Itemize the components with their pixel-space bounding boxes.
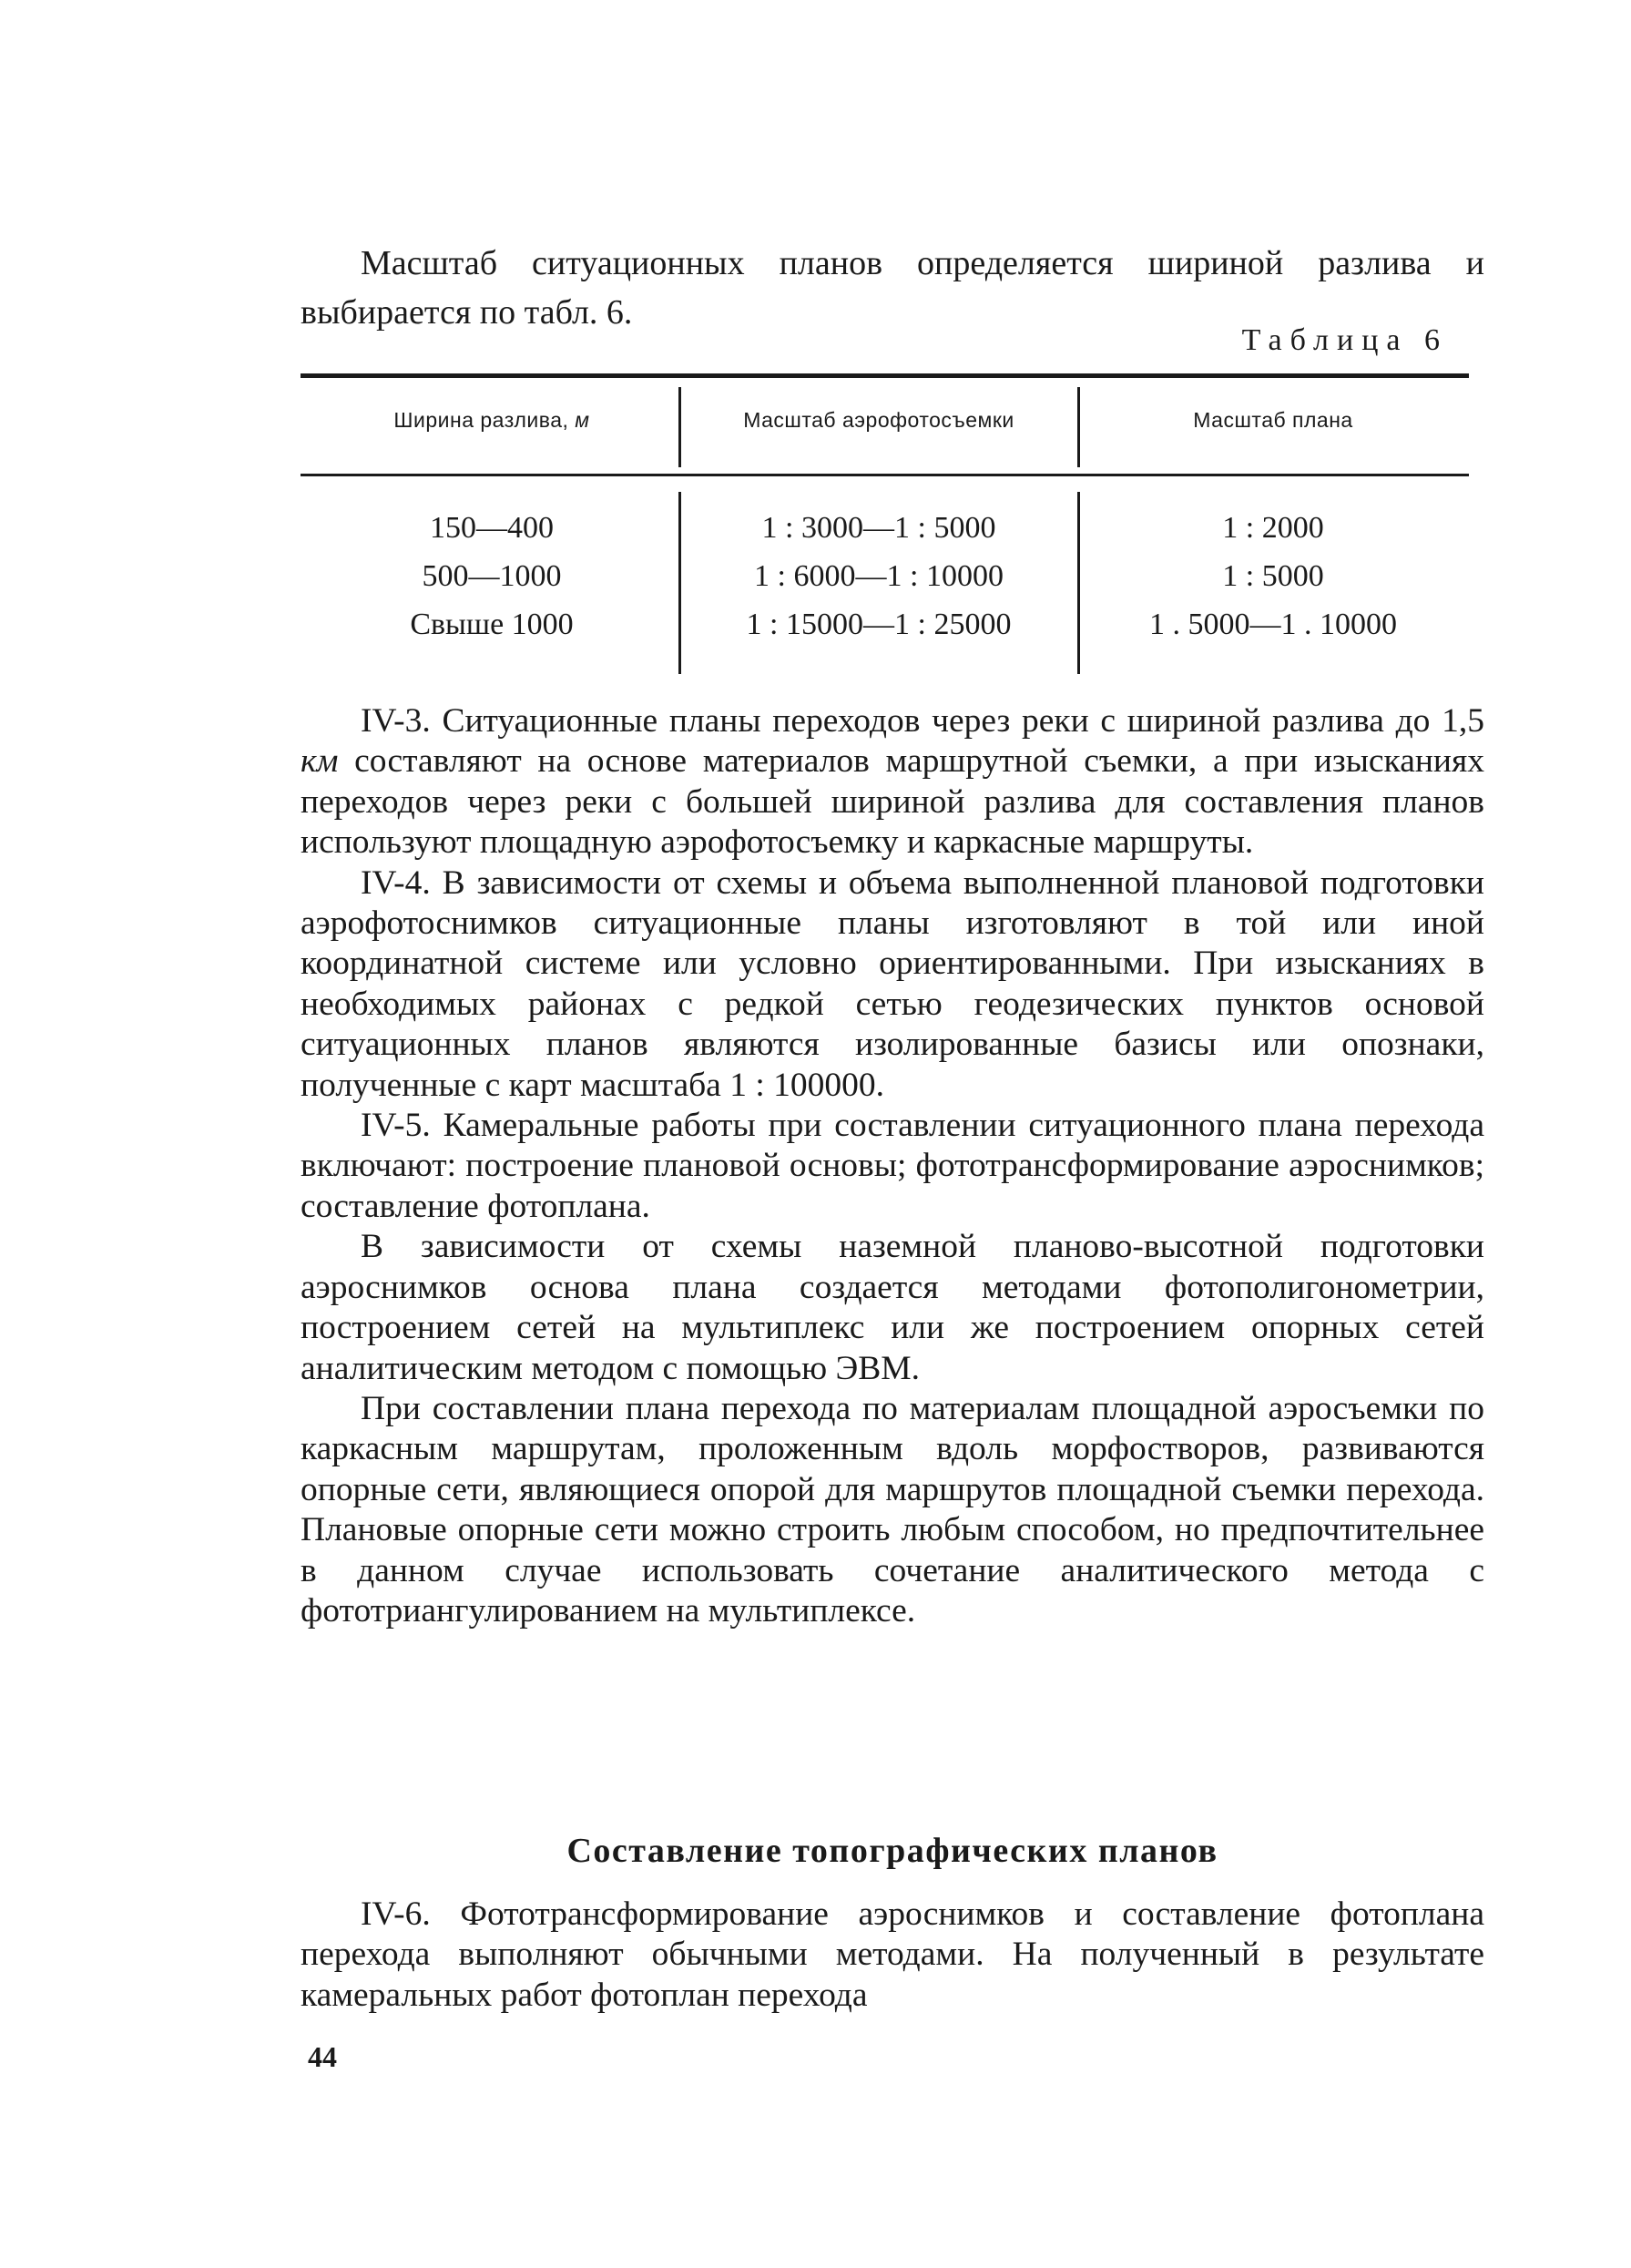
table-caption: Таблица 6: [1241, 323, 1448, 357]
paragraph-text: IV-3. Ситуационные планы переходов через реки с шириной разлива до 1,5: [361, 702, 1484, 740]
table-cell: 1 : 3000—1 : 5000: [761, 511, 996, 545]
table-top-rule: [301, 373, 1469, 378]
paragraph-text: составляют на основе материалов маршрутной съемки, а при изысканиях переходов через реки с большей шириной разлива для составления планов используют площадную аэрофотосъемку и каркасные маршруты.: [301, 742, 1484, 862]
table-column-divider: [1077, 387, 1080, 467]
table-header-width-unit: м: [575, 408, 590, 432]
table-cell: 1 . 5000—1 . 10000: [1149, 608, 1397, 641]
table-cell: 1 : 6000—1 : 10000: [754, 559, 1004, 593]
table-cell: 1 : 15000—1 : 25000: [746, 608, 1012, 641]
table-header-aerial-scale: Масштаб аэрофотосъемки: [743, 408, 1014, 432]
table-column-divider: [1077, 492, 1080, 674]
table-column-divider: [678, 492, 681, 674]
body-text: [301, 701, 1484, 1631]
intro-text: Масштаб ситуационных планов определяется шириной разлива и выбирается по табл. 6.: [301, 244, 1484, 332]
page-number: 44: [308, 2040, 337, 2073]
table-column-divider: [678, 387, 681, 467]
table-header-plan-scale: Масштаб плана: [1193, 408, 1353, 432]
paragraph-iv-5: IV-5. Камеральные работы при составлении ситуационного плана перехода включают: построение плановой основы; фототрансформирование аэроснимков; составление фотоплана.: [301, 1107, 1484, 1225]
section-title: Составление топографических планов: [566, 1832, 1218, 1870]
paragraph-iv-6: IV-6. Фототрансформирование аэроснимков и составление фотоплана перехода выполняют обычными методами. На полученный в результате камеральных работ фотоплан перехода: [301, 1895, 1484, 2014]
table-header-width-label: Ширина разлива,: [393, 408, 576, 432]
section-body: [301, 1895, 1484, 2016]
table-header-width: [310, 408, 674, 433]
table-cell: 150—400: [430, 511, 554, 545]
table-cell: Свыше 1000: [410, 608, 574, 641]
table-cell: 1 : 5000: [1222, 559, 1324, 593]
paragraph-iv-4: IV-4. В зависимости от схемы и объема выполненной плановой подготовки аэрофотоснимков ситуационные планы изготовляют в той или иной координатной системе или условно ориентированными. При изысканиях в необходимых районах с редкой сетью геодезических пунктов основой ситуационных планов являются изолированные базисы или опознаки, полученные с карт масштаба 1 : 100000.: [301, 863, 1484, 1104]
paragraph-iv-3: [301, 701, 1484, 863]
paragraph-foundation: В зависимости от схемы наземной планово-высотной подготовки аэроснимков основа плана создается методами фотополигонометрии, построением сетей на мультиплекс или же построением опорных сетей аналитическим методом с помощью ЭВМ.: [301, 1228, 1484, 1387]
table-cell: 1 : 2000: [1222, 511, 1324, 545]
unit-km: км: [301, 742, 339, 781]
table-header-rule: [301, 474, 1469, 476]
table-cell: 500—1000: [422, 559, 562, 593]
paragraph-area-survey: При составлении плана перехода по материалам площадной аэросъемки по каркасным маршрутам, проложенным вдоль морфостворов, развиваются опорные сети, являющиеся опорой для маршрутов площадной съемки перехода. Плановые опорные сети можно строить любым способом, но предпочтительнее в данном случае использовать сочетание аналитического метода с фототриангулированием на мультиплексе.: [301, 1389, 1484, 1629]
intro-paragraph: [301, 239, 1484, 337]
